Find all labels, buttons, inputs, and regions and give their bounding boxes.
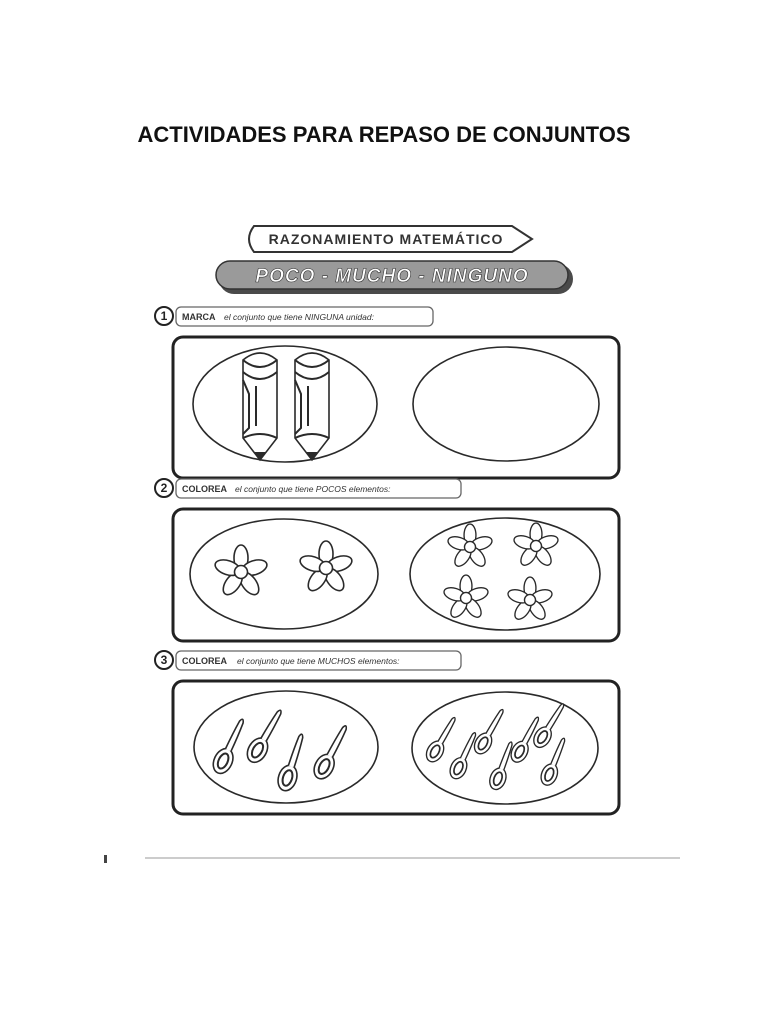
exercise-3-number: 3 — [160, 653, 168, 667]
set-few-flowers[interactable] — [190, 519, 378, 629]
heading-pill — [216, 261, 573, 294]
set-more-flowers[interactable] — [410, 518, 600, 630]
set-with-crayons[interactable] — [193, 346, 377, 462]
crayon-icon — [295, 353, 329, 460]
banner-text: RAZONAMIENTO MATEMÁTICO — [268, 231, 504, 247]
document-title: ACTIVIDADES PARA REPASO DE CONJUNTOS — [137, 122, 631, 147]
exercise-1-verb: MARCA — [182, 312, 216, 322]
exercise-2-verb: COLOREA — [182, 484, 227, 494]
scan-mark — [104, 855, 107, 863]
exercise-3-verb: COLOREA — [182, 656, 227, 666]
exercise-2-text: el conjunto que tiene POCOS elementos: — [235, 484, 391, 494]
exercise-1-text: el conjunto que tiene NINGUNA unidad: — [224, 312, 374, 322]
exercise-2-instruction — [155, 479, 461, 498]
exercise-3-text: el conjunto que tiene MUCHOS elementos: — [237, 656, 400, 666]
exercise-3-instruction — [155, 651, 461, 670]
exercise-1-box — [173, 337, 619, 478]
exercise-3-box — [173, 681, 619, 814]
exercise-1-instruction — [155, 307, 433, 326]
empty-set[interactable] — [413, 347, 599, 461]
heading-text: POCO - MUCHO - NINGUNO — [255, 266, 529, 287]
banner-ribbon — [249, 226, 532, 252]
exercise-2-number: 2 — [160, 481, 168, 495]
exercise-1-number: 1 — [160, 309, 168, 323]
crayon-icon — [243, 353, 277, 460]
exercise-2-box — [173, 509, 619, 641]
